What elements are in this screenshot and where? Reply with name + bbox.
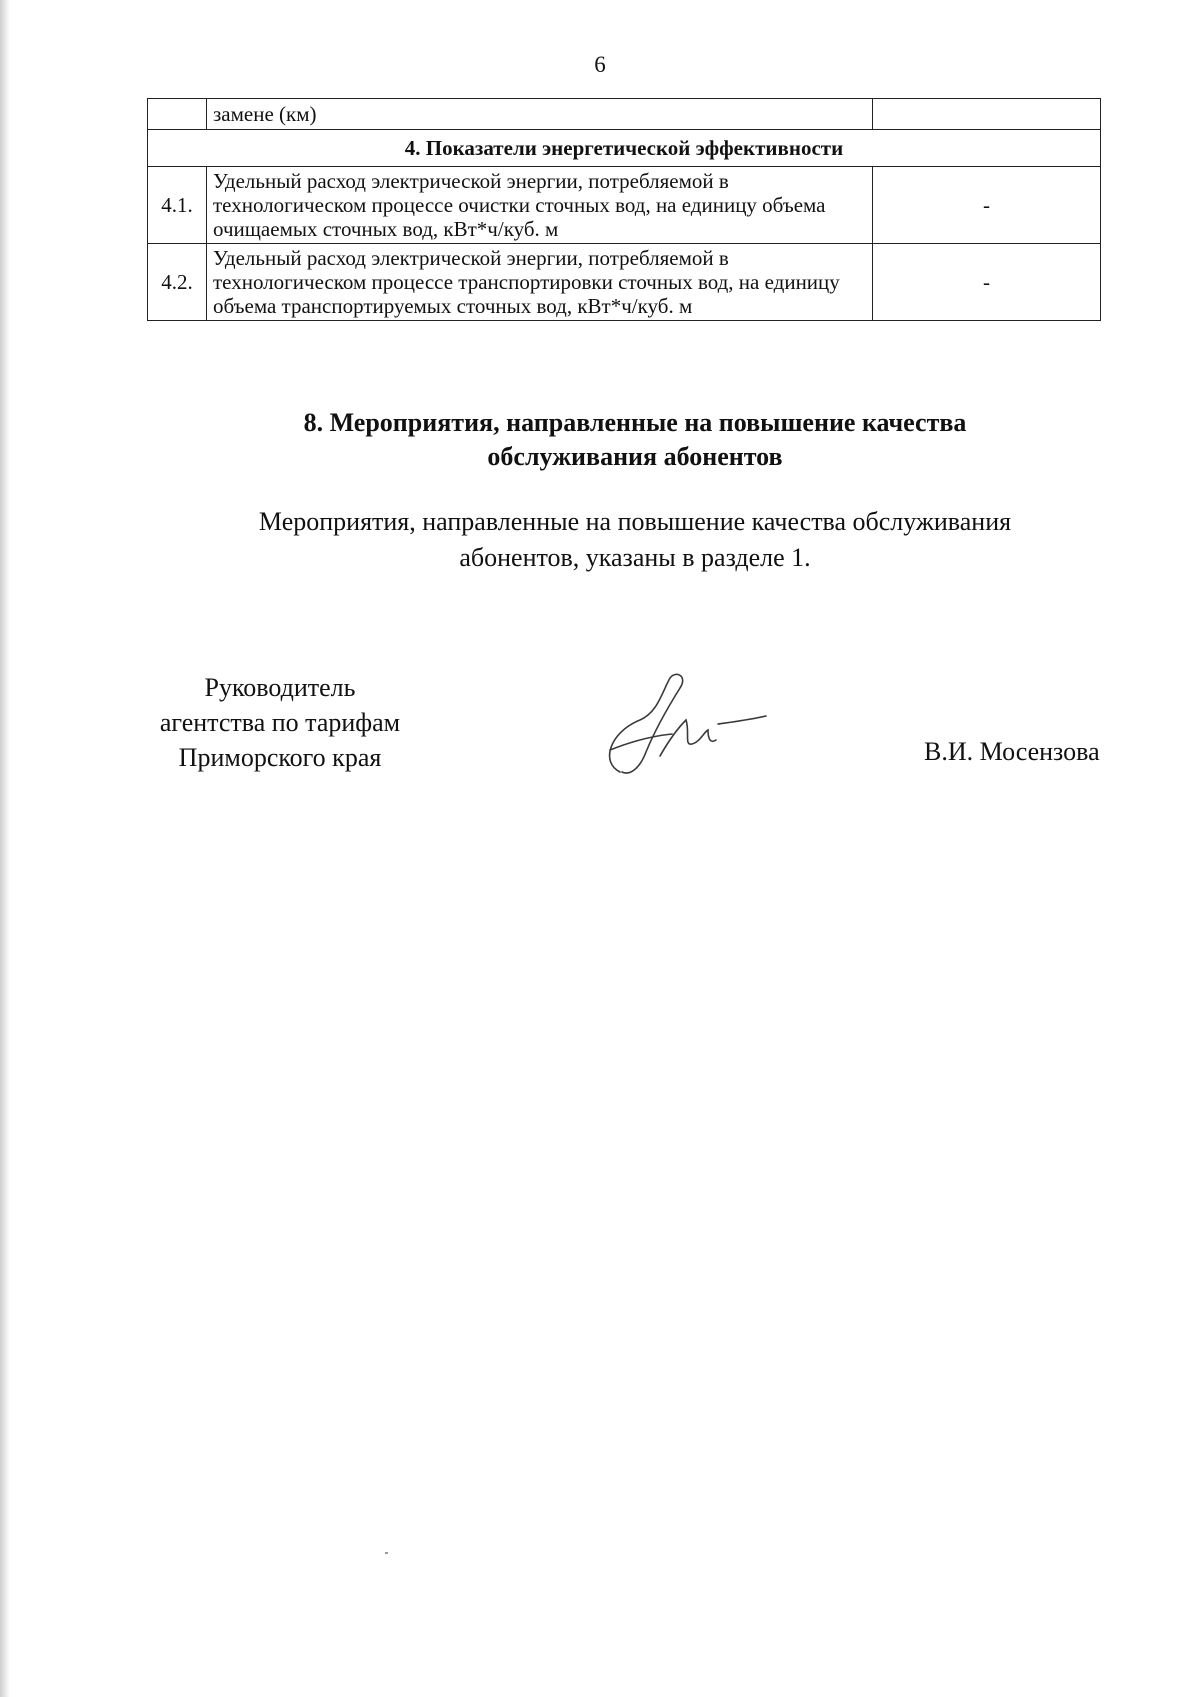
signer-name: В.И. Мосензова — [924, 737, 1100, 766]
section-8-body-line-2: абонентов, указаны в разделе 1. — [459, 543, 811, 572]
handwritten-signature — [600, 672, 770, 782]
signatory-position-line-1: Руководитель — [204, 673, 356, 702]
row-description-cell: Удельный расход электрической энергии, потребляемой в технологическом процессе очистки сточных вод, на единицу объема очищаемых сточных вод, кВт*ч/куб. м — [207, 167, 873, 244]
row-description-cell: замене (км) — [207, 99, 873, 130]
scan-speck — [385, 1552, 388, 1554]
row-number-cell: 4.2. — [148, 244, 207, 321]
table-row-4-1 — [148, 167, 1101, 244]
indicators-table — [147, 98, 1101, 321]
page-number: 6 — [594, 52, 606, 77]
row-number-cell: 4.1. — [148, 167, 207, 244]
row-value-cell: - — [873, 244, 1101, 321]
table-section-header-row — [148, 130, 1101, 167]
scan-edge-shadow — [0, 0, 10, 1697]
section-8-title-line-1: 8. Мероприятия, направленные на повышение качества — [303, 408, 967, 437]
row-value-cell — [873, 99, 1101, 130]
row-description-cell: Удельный расход электрической энергии, потребляемой в технологическом процессе транспортировки сточных вод, на единицу объема транспортируемых сточных вод, кВт*ч/куб. м — [207, 244, 873, 321]
section-8-body — [0, 504, 1200, 576]
row-value-cell: - — [873, 167, 1101, 244]
row-number-cell — [148, 99, 207, 130]
table-row-continuation — [148, 99, 1101, 130]
section-header-energy-efficiency: 4. Показатели энергетической эффективности — [148, 130, 1101, 167]
section-8-body-line-1: Мероприятия, направленные на повышение качества обслуживания — [258, 507, 1012, 536]
section-8-title — [0, 406, 1200, 474]
signatory-position-line-2: агентства по тарифам — [159, 708, 401, 737]
signatory-position — [130, 670, 430, 775]
section-8-title-line-2: обслуживания абонентов — [487, 442, 783, 471]
signatory-position-line-3: Приморского края — [178, 743, 382, 772]
table-row-4-2 — [148, 244, 1101, 321]
